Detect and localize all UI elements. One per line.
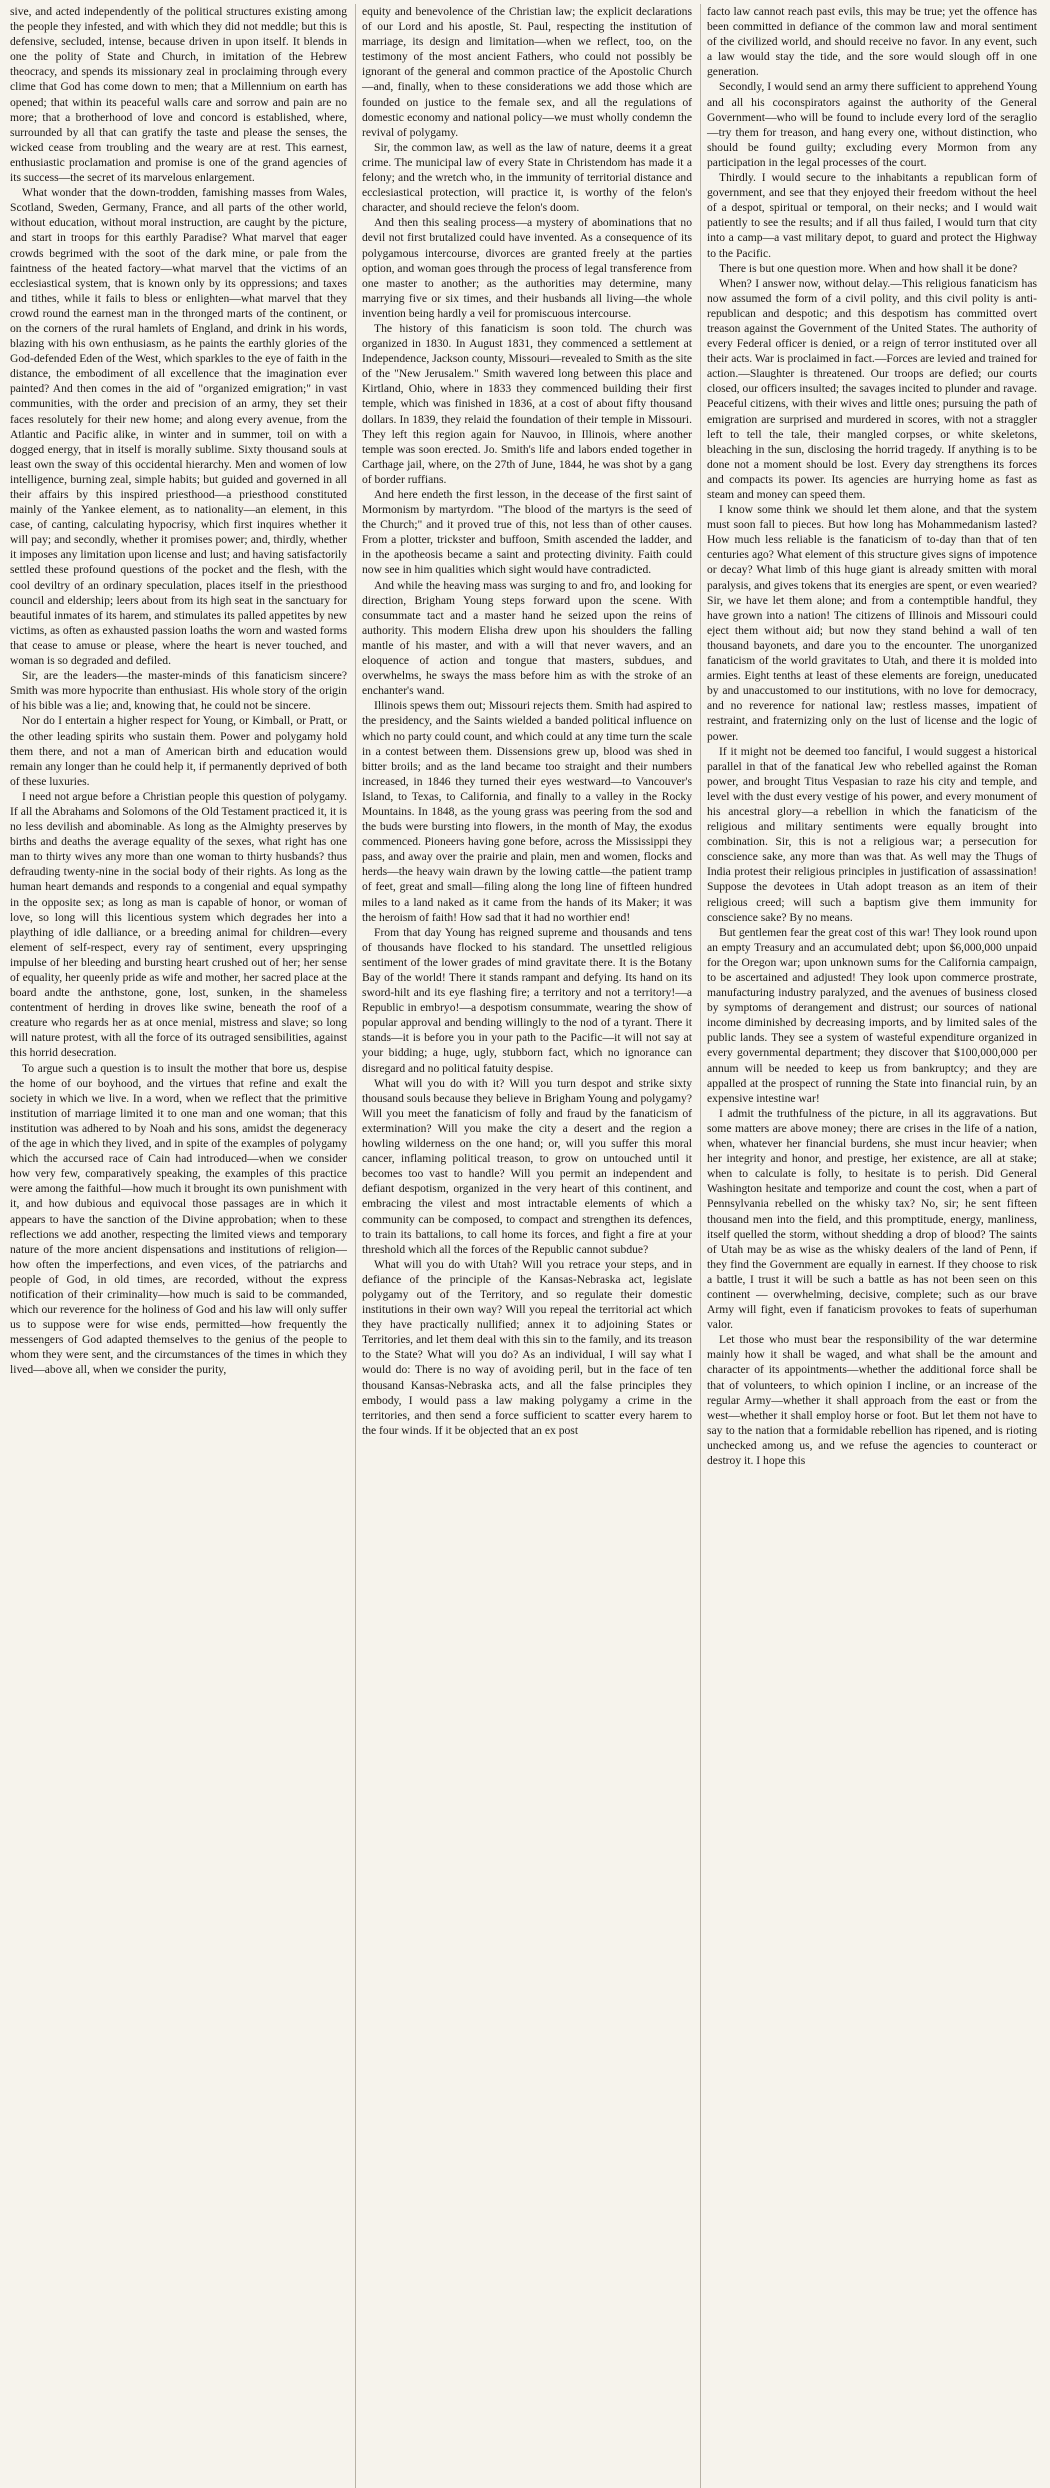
- article-paragraph: facto law cannot reach past evils, this may be true; yet the offence has been committed in defiance of the common law and moral sentiment of the civilized world, and should receive no favor. In any event, such a law would stay the tide, and the sore would slough off in one generation.: [707, 5, 1037, 79]
- article-paragraph: equity and benevolence of the Christian law; the explicit declarations of our Lord and his apostle, St. Paul, respecting the institution of marriage, its design and limitation—when we reflect, too, on the testimony of the most ancient Fathers, who could not possibly be ignorant of the general and common practice of the Apostolic Church—and, finally, when to these considerations we add those which are founded on justice to the female sex, and all the regulations of domestic economy and national policy—we must wholly condemn the revival of polygamy.: [362, 5, 692, 139]
- column-1: [10, 4, 347, 2488]
- article-paragraph: Thirdly. I would secure to the inhabitants a republican form of government, and see that they enjoyed their freedom without the heel of a despot, spiritual or temporal, on their necks; and I would wait patiently to see the results; and if all thus failed, I would turn that city into a camp—a vast military depot, to guard and protect the Highway to the Pacific.: [707, 171, 1037, 260]
- article-paragraph: Illinois spews them out; Missouri rejects them. Smith had aspired to the presidency, and the Saints wielded a banded political influence on which no party could count, and which could at any time turn the scale in a contest between them. Dissensions grew up, blood was shed in bitter broils; and as the land became too straight and their numbers increased, in 1846 they turned their eyes westward—to Vancouver's Island, to Texas, to California, and finally to a valley in the Rocky Mountains. In 1848, as the young grass was peering from the sod and the buds were bursting into flowers, in the month of May, the exodus commenced. Pioneers having gone before, across the Mississippi they pass, and away over the prairie and plain, men and women, flocks and herds—the heavy wain drawn by the lowing cattle—the patient tramp of feet, great and small—filing along the long line of fifteen hundred miles to a land naked as it came from the hands of its Maker; it was the heroism of faith! How sad that it had no worthier end!: [362, 699, 692, 924]
- article-paragraph: What will you do with Utah? Will you retrace your steps, and in defiance of the principle of the Kansas-Nebraska act, legislate polygamy out of the Territory, and so regulate their domestic institutions in their own way? Will you repeal the territorial act which they have practically nullified; annex it to adjoining States or Territories, and let them deal with this sin to the family, and its treason to the State? What will you do? As an individual, I will say what I would do: There is no way of avoiding peril, but in the face of ten thousand Kansas-Nebraska acts, and all the false principles they embody, I would pass a law making polygamy a crime in the territories, and then send a force sufficient to scatter every harem to the four winds. If it be objected that an ex post: [362, 1257, 692, 1437]
- article-paragraph: I need not argue before a Christian people this question of polygamy. If all the Abrahams and Solomons of the Old Testament practiced it, it is no less devilish and abominable. As long as the Almighty preserves by births and deaths the average equality of the sexes, what right has one man to thirty wives any more than one woman to thirty husbands? thus defrauding twenty-nine in the social body of their rights. As long as the human heart demands and responds to a congenial and equal sympathy in the opposite sex; as long as man is capable of honor, or woman of love, so long will this licentious system which degrades her into a plaything of idle dalliance, or a breeding animal for children—every element of self-respect, every ray of sentiment, every upspringing impulse of her bleeding and bursting heart crushed out of her; her sense of equality, her queenly pride as wife and mother, her sacred place at the board andte the anthstone, gone, lost, sunken, in the shameless contentment of herding in droves like swine, beneath the roof of a creature who regards her as at once menial, mistress and slave; so long will nature protest, with all the force of its outraged sensibilities, against this horrid desecration.: [10, 789, 347, 1060]
- article-paragraph: Secondly, I would send an army there sufficient to apprehend Young and all his coconspirators against the authority of the General Government—who will be found to include every lord of the seraglio—try them for treason, and hang every one, without distinction, who should be found guilty; excluding every Mormon from any participation in the legal processes of the court.: [707, 80, 1037, 169]
- article-columns: [10, 4, 1040, 2488]
- article-paragraph: There is but one question more. When and how shall it be done?: [719, 261, 1018, 275]
- article-paragraph: I admit the truthfulness of the picture, in all its aggravations. But some matters are above money; there are crises in the life of a nation, when, whatever her financial burdens, she must incur heavier; when her integrity and honor, and prestige, her existence, are all at stake; when to calculate is folly, to hesitate is to perish. Did General Washington hesitate and temporize and count the cost, when a part of Pennsylvania rebelled on the whisky tax? No, sir; he sent fifteen thousand men into the field, and this promptitude, energy, manliness, itself quelled the storm, without shedding a drop of blood? The saints of Utah may be as wise as the whisky dealers of the land of Penn, if they find the Government are equally in earnest. If they choose to risk a battle, I trust it will be such a battle as has not been seen on this continent — overwhelming, decisive, complete; such as our brave Army will fight, even if fanaticism provokes to feats of superhuman valor.: [707, 1106, 1037, 1332]
- article-paragraph: I know some think we should let them alone, and that the system must soon fall to pieces. But how long has Mohammedanism lasted? How much less reliable is the fanaticism of to-day than that of ten centuries ago? What element of this structure gives signs of impotence or decay? What limb of this huge giant is already smitten with moral paralysis, and gives tokens that its energies are spent, or even wearied? Sir, we have let them alone; and from a contemptible handful, they have grown into a nation! The citizens of Illinois and Missouri could eject them without aid; but now they stand behind a wall of ten thousand bayonets, and dare you to the encounter. The unorganized fanaticism of the world gravitates to Utah, and there it is molded into armies. Eight tenths at least of these elements are foreign, uneducated by and unaccustomed to our institutions, with no love for democracy, and no reverence for national law; restless masses, impatient of restraint, and fraternizing only on the lust of license and the logic of power.: [707, 503, 1037, 743]
- article-paragraph: And here endeth the first lesson, in the decease of the first saint of Mormonism by martyrdom. "The blood of the martyrs is the seed of the Church;" and it proved true of this, not less than of other causes. From a plotter, trickster and buffoon, Smith ascended the ladder, and in the apotheosis became a saint and protecting divinity. Faith could now see in him qualities which sight would have contradicted.: [362, 488, 692, 577]
- article-paragraph: But gentlemen fear the great cost of this war! They look round upon an empty Treasury and an accumulated debt; upon $6,000,000 unpaid for the Oregon war; upon unknown sums for the California campaign, to be ascertained and adjusted! They look upon commerce prostrate, manufacturing industry paralyzed, and the avenues of business closed by symptoms of derangement and distrust; our sources of national income diminished by decreasing imports, and by limited sales of the public lands. They see a system of wasteful expenditure organized in every governmental department; they discover that $100,000,000 per annum will be needed to keep us from bankruptcy; and they are appalled at the prospect of running the State into financial ruin, by an expensive intestine war!: [707, 925, 1037, 1105]
- article-paragraph: Sir, the common law, as well as the law of nature, deems it a great crime. The municipal law of every State in Christendom has made it a felony; and the wretch who, in the immunity of territorial distance and ecclesiastical protection, will practice it, is worthy of the felon's character, and should recieve the felon's doom.: [362, 140, 692, 215]
- article-paragraph: The history of this fanaticism is soon told. The church was organized in 1830. In August 1831, they commenced a settlement at Independence, Jackson county, Missouri—revealed to Smith as the site of the "New Jerusalem." Smith wavered long between this place and Kirtland, Ohio, where in 1833 they commenced building their first temple, which was finished in 1836, at a cost of about fifty thousand dollars. In 1839, they relaid the foundation of their temple in Missouri. They left this region again for Nauvoo, in Illinois, where another temple was soon erected. Jo. Smith's life and labors ended together in Carthage jail, where, on the 27th of June, 1844, he was shot by a gang of border ruffians.: [362, 321, 692, 486]
- article-paragraph: sive, and acted independently of the political structures existing among the people they infested, and with which they did not meddle; but this is defensive, secluded, intense, because driven in upon itself. It blends in one the polity of State and Church, in imitation of the Hebrew theocracy, and spends its missionary zeal in proclaiming through every clime that God has come down to men; that a Millennium on earth has opened; that within its peaceful walls care and sorrow and pain are no more; that a brotherhood of love and concord is established, where, surrounded by all that can gratify the taste and please the senses, the wicked cease from troubling and the weary are at rest. This earnest, enthusiastic proclamation and promise is one of the grand agencies of its success—the secret of its marvelous enlargement.: [10, 5, 347, 185]
- article-paragraph: And while the heaving mass was surging to and fro, and looking for direction, Brigham Young steps forward upon the scene. With consummate tact and a master hand he seized upon the reins of authority. This modern Elisha drew upon his shoulders the falling mantle of his master, and with a will that never wavers, and an eloquence of action and tongue that masters, subdues, and overwhelms, he sways the mass before him as with the stroke of an enchanter's wand.: [362, 578, 692, 698]
- article-paragraph: What wonder that the down-trodden, famishing masses from Wales, Scotland, Sweden, Germany, France, and all parts of the other world, without education, without moral instruction, are caught by the picture, and start in troops for this earthly Paradise? What marvel that eager crowds begrimed with the soot of the dark mine, or pale from the faintness of the heated factory—what marvel that the victims of an ecclesiastical system, that is known only by its oppressions; and taxes and tithes, while it fails to bless or enlighten—what marvel that they crowd round the earnest man in the thronged marts of the continent, or on the corners of the rural hamlets of England, and drink in his words, blazing with his own enthusiasm, as he paints the earthly glories of the God-defended Eden of the West, which sparkles to the eye of faith in the distance, the embodiment of all excellence that the imagination ever painted? And then comes in the aid of "organized emigration;" in vast communities, with the order and precision of an army, they set their faces resolutely for their new home; and along every avenue, from the Atlantic and Pacific alike, in winter and in summer, toil on with a dogged energy, that in itself is morally sublime. Sixty thousand souls at least own the sway of this occidental hierarchy. Men and women of low intelligence, burning zeal, simple habits; but guided and governed in all their affairs by this inspired priesthood—a priesthood constituted mainly of the Yankee element, as to nationality—an element, in this case, of canting, calculating hypocrisy, which first inquires whether it will pay; and secondly, whether it promises power; and, thirdly, whether it imposes any limitation upon license and lust; and having satisfactorily settled these profound questions of the pocket and the flesh, with the cool deviltry of an ordinary speculation, places itself in the priesthood council and eldership; leers about from its high seat in the sanctuary for beautiful inmates of its harem, and stimulates its palled appetites by new victims, as often as exhausted passion loaths the worn and wasted forms that cease to amuse or please, where the heart is never touched, and woman is so degraded and defiled.: [10, 186, 347, 668]
- article-paragraph: And then this sealing process—a mystery of abominations that no devil not first brutalized could have invented. As a consequence of its polygamous intercourse, divorces are granted freely at the parties option, and woman goes through the process of legal transference from one master to another; as the authorities may determine, many marrying five or six times, and their husbands all living—the whole invention being hardly a veil for promiscuous intercourse.: [362, 216, 692, 320]
- article-paragraph: Sir, are the leaders—the master-minds of this fanaticism sincere? Smith was more hypocrite than enthusiast. His whole story of the origin of his bible was a lie; and, knowing that, he could not be sincere.: [10, 669, 347, 713]
- article-paragraph: To argue such a question is to insult the mother that bore us, despise the home of our boyhood, and the virtues that refine and exalt the society in which we live. In a word, when we reflect that the primitive institution of marriage limited it to one man and one woman; that this institution was adhered to by Noah and his sons, amidst the degeneracy of the age in which they lived, and in spite of the examples of polygamy which the accursed race of Cain had introduced—when we consider how very few, comparatively speaking, the examples of this practice were among the faithful—how much it brought its own punishment with it, and how dubious and equivocal those passages are in which it appears to have the sanction of the Divine approbation; when to these reflections we add another, respecting the limited views and temporary nature of the more ancient dispensations and institutions of religion—how often the imperfections, and even vices, of the patriarchs and people of God, in old times, are recorded, without the express notification of their criminality—how much is said to be commanded, which our reverence for the holiness of God and his law will only suffer us to suppose were for wise ends, permitted—how frequently the messengers of God adapted themselves to the genius of the people to whom they were sent, and the circumstances of the times in which they lived—above all, when we consider the purity,: [10, 1061, 347, 1377]
- column-3: [700, 4, 1037, 2488]
- article-paragraph: What will you do with it? Will you turn despot and strike sixty thousand souls because they believe in Brigham Young and polygamy? Will you meet the fanaticism of folly and fraud by the fanaticism of extermination? Will you make the city a desert and the region a howling wilderness on the one hand; or, will you suffer this moral cancer, inflaming political treason, to grow on untouched until it becomes too vast to handle? Will you permit an independent and defiant despotism, organized in the very heart of this continent, and embracing the vilest and most intractable elements of which a community can be composed, to compact and strengthen its defences, to train its battalions, to call home its forces, and fight a fire at your threshold which all the forces of the Republic cannot subdue?: [362, 1076, 692, 1256]
- article-paragraph: From that day Young has reigned supreme and thousands and tens of thousands have flocked to his standard. The unsettled religious sentiment of the lower grades of mind gravitate there. It is the Botany Bay of the world! There it stands rampant and defying. Its hand on its sword-hilt and its eye flashing fire; a territory and not a territory!—a Republic in embryo!—a despotism consummate, wearing the show of popular approval and bending willingly to the nod of a tyrant. There it stands—it is before you in your path to the Pacific—it will not say at your bidding; a huge, ugly, stubborn fact, which no ignorance can disregard and no political fatuity despise.: [362, 925, 692, 1075]
- article-paragraph: If it might not be deemed too fanciful, I would suggest a historical parallel in that of the fanatical Jew who rebelled against the Roman power, and brought Titus Vespasian to raze his city and temple, and level with the dust every vestige of his power, and every monument of his ancestral glory—a rebellion in which the fanaticism of the religious and military sentiments were equally brought into combination. Sir, this is not a religious war; a persecution for conscience sake, any more than was that. As well may the Thugs of India protest their religious principles in justification of assassination! Suppose the devotees in Utah adopt treason as an item of their religious creed; will such a baptism give them immunity for conscience sake? By no means.: [707, 744, 1037, 924]
- article-paragraph: Nor do I entertain a higher respect for Young, or Kimball, or Pratt, or the other leading spirits who sustain them. Power and polygamy hold them there, and not a man of American birth and education would remain any longer than he could help it, if permanently deprived of both of these luxuries.: [10, 714, 347, 788]
- article-paragraph: When? I answer now, without delay.—This religious fanaticism has now assumed the form of a civil polity, and this civil polity is anti-republican and despotic; and this despotism has committed overt treason against the Government of the United States. The authority of every Federal officer is denied, or a reign of terror instituted over all their acts. War is proclaimed in fact.—Forces are levied and trained for action.—Slaughter is threatened. Our troops are defied; our courts closed, our officers insulted; the savages incited to plunder and ravage. Peaceful citizens, with their wives and little ones; pursuing the path of emigration are surprised and murdered in scores, with not a straggler left to tell the tale, their mangled corpses, or white skeletons, bleaching in the sun, disclosing the horrid tragedy. If anything is to be done not a moment should be lost. Every day strengthens its forces and compacts its power. Its agencies are hurrying home as fast as steam and money can speed them.: [707, 276, 1037, 501]
- article-paragraph: Let those who must bear the responsibility of the war determine mainly how it shall be waged, and what shall be the amount and character of its appointments—whether the additional force shall be that of volunteers, to which opinion I incline, or an increase of the regular Army—whether it shall approach from the east or from the west—whether it shall employ horse or foot. But let them not have to say to the nation that a formidable rebellion has ripened, and is rioting unchecked among us, and we refuse the agencies to counteract or destroy it. I hope this: [707, 1333, 1037, 1467]
- column-2: [355, 4, 692, 2488]
